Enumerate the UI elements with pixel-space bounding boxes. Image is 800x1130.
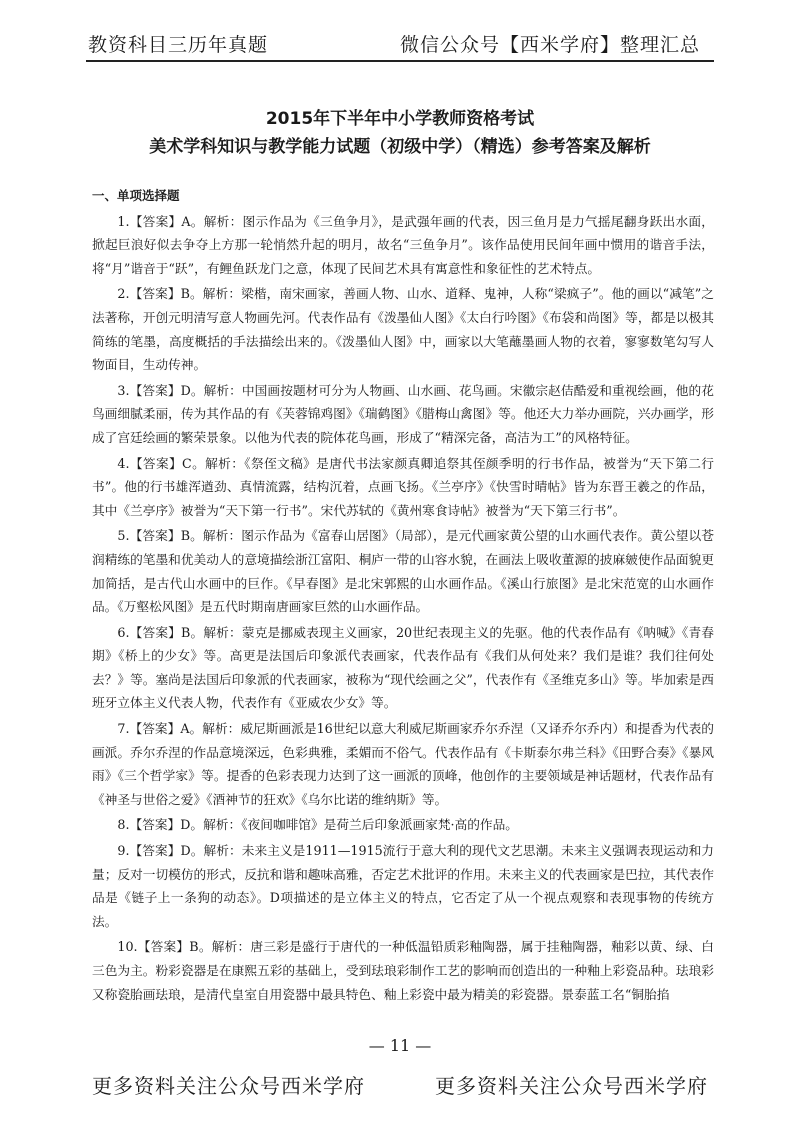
answer-item-4: 4.【答案】C。解析：《祭侄文稿》是唐代书法家颜真卿追祭其侄颜季明的行书作品，被誉为“天下第二行书”。他的行书雄浑遒劲、真情流露，结构沉着，点画飞扬。《兰亭序》《快雪时晴帖》皆为东晋王羲之的作品，其中《兰亭序》被誉为“天下第一行书”。宋代苏轼的《黄州寒食诗帖》被誉为“天下第三行书”。 <box>92 455 714 518</box>
header-divider <box>86 60 714 62</box>
footer-left-text: 更多资料关注公众号西米学府 <box>92 1074 365 1098</box>
document-subtitle: 美术学科知识与教学能力试题（初级中学）（精选）参考答案及解析 <box>149 137 651 157</box>
answer-item-6: 6.【答案】B。解析：蒙克是挪威表现主义画家，20世纪表现主义的先驱。他的代表作品有《呐喊》《青春期》《桥上的少女》等。高更是法国后印象派代表画家，代表作品有《我们从何处来？我们是谁？我们往何处去？》等。塞尚是法国后印象派的代表画家，被称为“现代绘画之父”，代表作有《圣维克多山》等。毕加索是西班牙立体主义代表人物，代表作有《亚威农少女》等。 <box>92 624 714 711</box>
answer-item-7: 7.【答案】A。解析：威尼斯画派是16世纪以意大利威尼斯画家乔尔乔涅（又译乔尔乔内）和提香为代表的画派。乔尔乔涅的作品意境深远，色彩典雅，柔媚而不俗气。代表作品有《卡斯泰尔弗兰科》《田野合奏》《暴风雨》《三个哲学家》等。提香的色彩表现力达到了这一画派的顶峰，他创作的主要领域是神话题材，代表作品有《神圣与世俗之爱》《酒神节的狂欢》《乌尔比诺的维纳斯》等。 <box>92 721 714 807</box>
answer-item-2: 2.【答案】B。解析：梁楷，南宋画家，善画人物、山水、道释、鬼神，人称“梁疯子”。他的画以“减笔”之法著称，开创元明清写意人物画先河。代表作品有《泼墨仙人图》《太白行吟图》《布袋和尚图》等，都是以极其简练的笔墨，高度概括的手法描绘出来的。《泼墨仙人图》中，画家以大笔蘸墨画人物的衣着，寥寥数笔勾写人物面目，生动传神。 <box>92 286 714 373</box>
header-right-text: 微信公众号【西米学府】整理汇总 <box>399 34 700 56</box>
footer-right-text: 更多资料关注公众号西米学府 <box>435 1074 708 1098</box>
answer-content <box>92 184 714 1008</box>
answer-item-10: 10.【答案】B。解析：唐三彩是盛行于唐代的一种低温铅质彩釉陶器，属于挂釉陶器，釉彩以黄、绿、白三色为主。粉彩瓷器是在康熙五彩的基础上，受到珐琅彩制作工艺的影响而创造出的一种釉上彩瓷品种。珐琅彩又称瓷胎画珐琅，是清代皇室自用瓷器中最具特色、釉上彩瓷中最为精美的彩瓷器。景泰蓝工名“铜胎掐 <box>92 939 714 1002</box>
answer-item-3: 3.【答案】D。解析：中国画按题材可分为人物画、山水画、花鸟画。宋徽宗赵佶酷爱和重视绘画，他的花鸟画细腻柔丽，传为其作品的有《芙蓉锦鸡图》《瑞鹤图》《腊梅山禽图》等。他还大力举办画院，兴办画学，形成了宫廷绘画的繁荣景象。以他为代表的院体花鸟画，形成了“精深完备，高洁为工”的风格特征。 <box>92 382 714 445</box>
answer-item-8: 8.【答案】D。解析：《夜间咖啡馆》是荷兰后印象派画家梵·高的作品。 <box>117 817 518 833</box>
header-left-text: 教资科目三历年真题 <box>88 34 269 56</box>
document-title: 2015年下半年中小学教师资格考试 <box>265 109 535 129</box>
answer-item-1: 1.【答案】A。解析：图示作品为《三鱼争月》，是武强年画的代表，因三鱼月是力气摇尾翻身跃出水面，掀起巨浪好似去争夺上方那一轮悄然升起的明月，故名“三鱼争月”。该作品使用民间年画中惯用的谐音手法，将“月”谐音于“跃”，有鲤鱼跃龙门之意，体现了民间艺术具有寓意性和象征性的艺术特点。 <box>92 213 714 276</box>
answer-item-5: 5.【答案】B。解析：图示作品为《富春山居图》（局部），是元代画家黄公望的山水画代表作。黄公望以苍润精练的笔墨和优美动人的意境描绘浙江富阳、桐庐一带的山容水貌，在画法上吸收董源的披麻皴使作品面貌更加简括，是古代山水画中的巨作。《早春图》是北宋郭熙的山水画作品。《溪山行旅图》是北宋范宽的山水画作品。《万壑松风图》是五代时期南唐画家巨然的山水画作品。 <box>92 528 714 615</box>
page-number: — 11 — <box>368 1036 432 1055</box>
section-heading: 一、单项选择题 <box>92 188 180 203</box>
answer-item-9: 9.【答案】D。解析：未来主义是1911—1915流行于意大利的现代文艺思潮。未来主义强调表现运动和力量；反对一切模仿的形式，反抗和谐和趣味高雅，否定艺术批评的作用。未来主义的代表画家是巴拉，其代表作品是《链子上一条狗的动态》。D项描述的是立体主义的特点，它否定了从一个视点观察和表现事物的传统方法。 <box>92 843 714 929</box>
